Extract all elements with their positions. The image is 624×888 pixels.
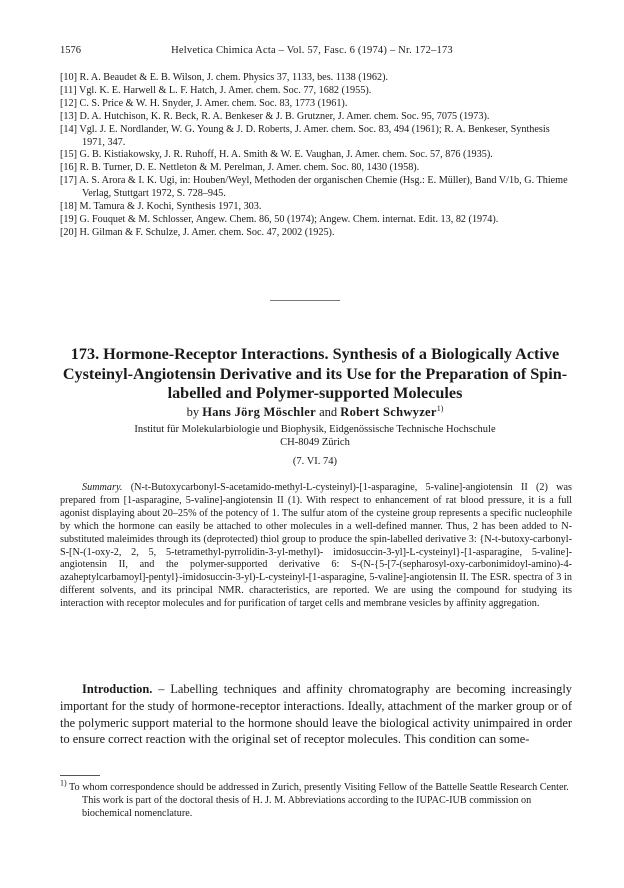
footnote-rule — [60, 775, 100, 776]
footnote — [60, 778, 572, 821]
reference-item: [18] M. Tamura & J. Kochi, Synthesis 1971, 303. — [60, 201, 262, 213]
author-line — [60, 405, 570, 420]
page-number: 1576 — [60, 45, 81, 56]
journal-running-title: Helvetica Chimica Acta – Vol. 57, Fasc. 6 (1974) – Nr. 172–173 — [171, 45, 453, 56]
footnote-marker: 1) — [436, 403, 444, 413]
reference-list — [60, 72, 570, 240]
reference-item: [11] Vgl. K. E. Harwell & L. F. Hatch, J. Amer. chem. Soc. 77, 1682 (1955). — [60, 84, 372, 96]
reference-item: [16] R. B. Turner, D. E. Nettleton & M. Perelman, J. Amer. chem. Soc. 80, 1430 (1958). — [60, 162, 420, 174]
reference-item: [10] R. A. Beaudet & E. B. Wilson, J. chem. Physics 37, 1133, bes. 1138 (1962). — [60, 72, 389, 83]
introduction-text: – Labelling techniques and affinity chromatography are becoming increasingly important for the study of hormone-receptor interactions. Ideally, attachment of the marker group or of the polymeric support material to the hormone should leave the biological activity unimpaired in order to ensure correct reaction with the original set of receptor molecules. This condition can some- — [60, 682, 572, 747]
reference-item: [12] C. S. Price & W. H. Snyder, J. Amer. chem. Soc. 83, 1773 (1961). — [60, 97, 348, 109]
article-title: 173. Hormone-Receptor Interactions. Synthesis of a Biologically Active Cysteinyl-Angiotensin Derivative and its Use for the Preparation of Spin-labelled and Polymer-supported Molecules — [62, 345, 568, 402]
introduction-label: Introduction. — [82, 682, 153, 696]
author-name: Robert Schwyzer — [340, 405, 437, 419]
section-separator — [270, 300, 340, 301]
affiliation — [60, 423, 570, 449]
reference-item: [20] H. Gilman & F. Schulze, J. Amer. chem. Soc. 47, 2002 (1925). — [60, 226, 335, 238]
received-date: (7. VI. 74) — [292, 456, 338, 467]
author-and: and — [319, 405, 338, 419]
affiliation-institute: Institut für Molekularbiologie und Biophysik, Eidgenössische Technische Hochschule — [134, 424, 496, 435]
reference-item: [14] Vgl. J. E. Nordlander, W. G. Young & J. D. Roberts, J. Amer. chem. Soc. 83, 494 (1961); R. A. Benkeser, Synthesis 1971, 347. — [60, 123, 550, 148]
reference-item: [13] D. A. Hutchison, K. R. Beck, R. A. Benkeser & J. B. Grutzner, J. Amer. chem. Soc. 95, 7075 (1973). — [60, 110, 490, 122]
summary-text: (N-t-Butoxycarbonyl-S-acetamido-methyl-L-cysteinyl)-[1-asparagine, 5-valine]-angiotensin II (2) was prepared from [1-asparagine, 5-valine]-angiotensin II (1). With respect to enhancement of rat blood pressure, it is a full agonist displaying about 20–25% of the potency of 1. The sulfur atom of the cysteine group represents a specific nucleophile by which the hormone can easily be attached to other molecules in a well-defined manner. Thus, 2 has been added to N-substituted maleimides through its (deprotected) thiol group to produce the spin-labelled derivative 3: {N-t-butoxy-carbonyl-S-[N-(1-oxy-2, 2, 5, 5-tetramethyl-pyrrolidin-3-yl-methyl)- imidosuccin-3-yl]-L-cysteinyl}-[1-asparagine, 5-valine]-angiotensin II, and the polymer-supported derivative 6: S-(N-{5-[7-(sepharosyl-oxy-carbonimidoyl-amino)-4-azaheptylcarbamoyl]-pentyl}-imidosuccin-3-yl)-L-cysteinyl-[1-asparagine, 5-valine]-angiotensin II. The ESR. spectra of 3 in different solvents, and its principal NMR. characteristics, are reported. We are using the compound for studying its interaction with receptor molecules and for purification of target cells and membrane vesicles by affinity aggregation. — [60, 482, 572, 610]
footnote-text: To whom correspondence should be addressed in Zurich, presently Visiting Fellow of the Battelle Seattle Research Center. This work is part of the doctoral thesis of H. J. M. Abbreviations according to the IUPAC-IUB commission on biochemical nomenclature. — [69, 782, 569, 819]
affiliation-city: CH-8049 Zürich — [280, 437, 350, 448]
author-name: Hans Jörg Möschler — [202, 405, 316, 419]
summary-label: Summary. — [82, 482, 123, 493]
summary-paragraph — [60, 482, 572, 611]
introduction-paragraph — [60, 681, 572, 748]
running-head — [60, 44, 564, 58]
footnote-mark: 1) — [60, 778, 67, 788]
reference-item: [15] G. B. Kistiakowsky, J. R. Ruhoff, H. A. Smith & W. E. Vaughan, J. Amer. chem. Soc. 57, 876 (1935). — [60, 149, 493, 161]
reference-item: [19] G. Fouquet & M. Schlosser, Angew. Chem. 86, 50 (1974); Angew. Chem. internat. Edit. 13, 82 (1974). — [60, 213, 499, 225]
author-by: by — [186, 405, 200, 419]
reference-item: [17] A. S. Arora & I. K. Ugi, in: Houben/Weyl, Methoden der organischen Chemie (Hsg.: E. Müller), Band V/1b, G. Thieme Verlag, Stuttgart 1972, S. 728–945. — [60, 175, 568, 200]
